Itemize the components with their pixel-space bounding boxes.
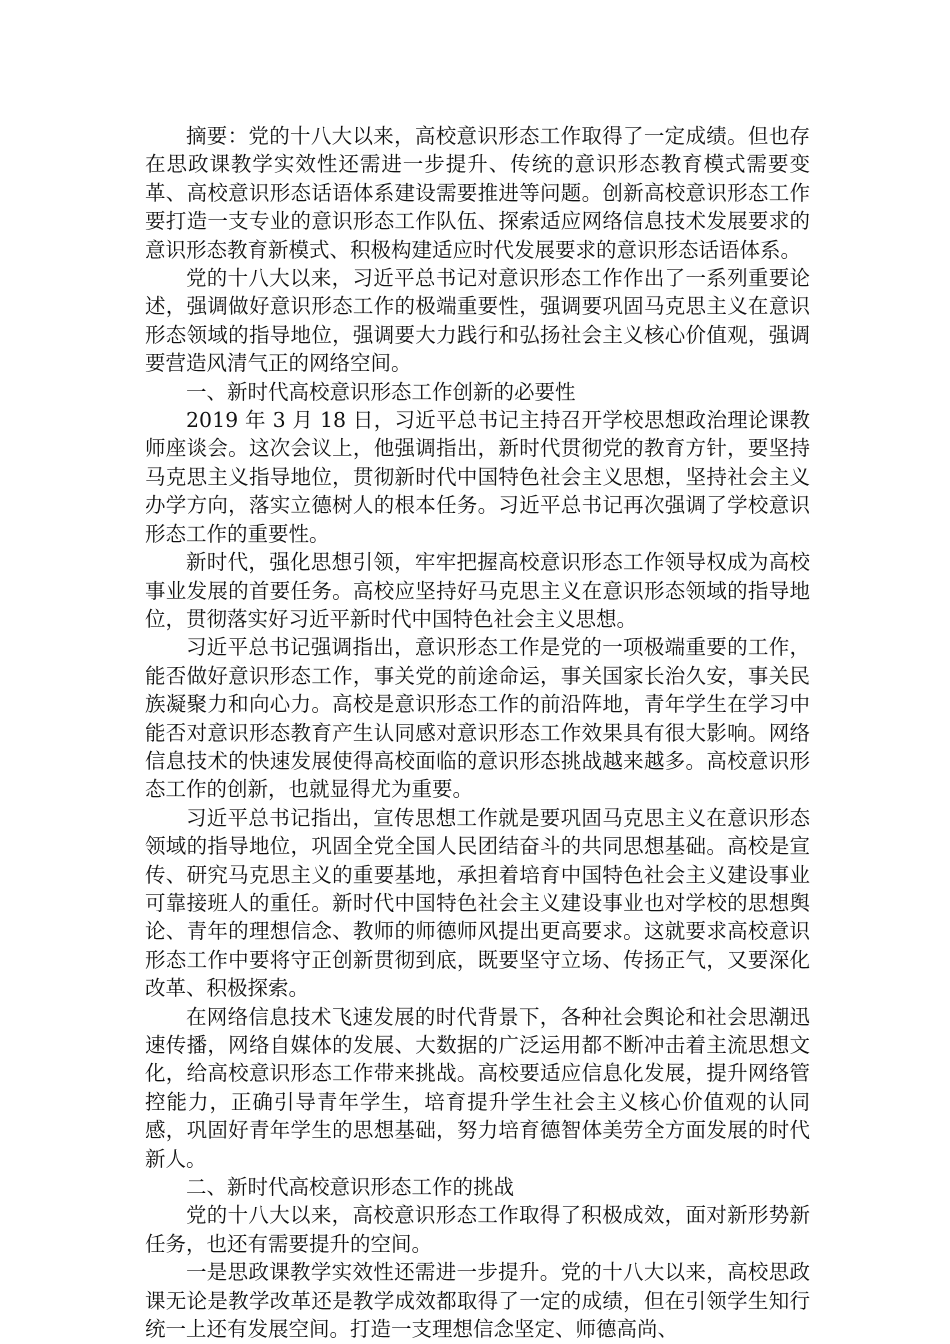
- section-heading-2: 二、新时代高校意识形态工作的挑战: [186, 1175, 514, 1200]
- body-paragraph: 在网络信息技术飞速发展的时代背景下，各种社会舆论和社会思潮迅速传播，网络自媒体的发展、大数据的广泛运用都不断冲击着主流思想文化，给高校意识形态工作带来挑战。高校要适应信息化发展，提升网络管控能力，正确引导青年学生，培育提升学生社会主义核心价值观的认同感，巩固好青年学生的思想基础，努力培育德智体美劳全方面发展的时代新人。: [145, 1004, 810, 1171]
- section-heading-1: 一、新时代高校意识形态工作创新的必要性: [186, 379, 576, 404]
- body-paragraph: 党的十八大以来，习近平总书记对意识形态工作作出了一系列重要论述，强调做好意识形态工作的极端重要性，强调要巩固马克思主义在意识形态领域的指导地位，强调要大力践行和弘扬社会主义核心价值观，强调要营造风清气正的网络空间。: [145, 266, 810, 376]
- body-paragraph: 2019 年 3 月 18 日，习近平总书记主持召开学校思想政治理论课教师座谈会。这次会议上，他强调指出，新时代贯彻党的教育方针，要坚持马克思主义指导地位，贯彻新时代中国特色社会主义思想，坚持社会主义办学方向，落实立德树人的根本任务。习近平总书记再次强调了学校意识形态工作的重要性。: [145, 408, 810, 546]
- body-paragraph: 一是思政课教学实效性还需进一步提升。党的十八大以来，高校思政课无论是教学改革还是教学成效都取得了一定的成绩，但在引领学生知行统一上还有发展空间。打造一支理想信念坚定、师德高尚、: [145, 1260, 810, 1342]
- body-paragraph: 新时代，强化思想引领，牢牢把握高校意识形态工作领导权成为高校事业发展的首要任务。高校应坚持好马克思主义在意识形态领域的指导地位，贯彻落实好习近平新时代中国特色社会主义思想。: [145, 550, 810, 631]
- body-paragraph: 习近平总书记指出，宣传思想工作就是要巩固马克思主义在意识形态领域的指导地位，巩固全党全国人民团结奋斗的共同思想基础。高校是宣传、研究马克思主义的重要基地，承担着培育中国特色社会主义建设事业可靠接班人的重任。新时代中国特色社会主义建设事业也对学校的思想舆论、青年的理想信念、教师的师德师风提出更高要求。这就要求高校意识形态工作中要将守正创新贯彻到底，既要坚守立场、传扬正气，又要深化改革、积极探索。: [145, 805, 810, 1001]
- document-body: [145, 122, 810, 1343]
- body-paragraph: 党的十八大以来，高校意识形态工作取得了积极成效，面对新形势新任务，也还有需要提升的空间。: [145, 1203, 810, 1256]
- body-paragraph: 习近平总书记强调指出，意识形态工作是党的一项极端重要的工作，能否做好意识形态工作，事关党的前途命运，事关国家长治久安，事关民族凝聚力和向心力。高校是意识形态工作的前沿阵地，青年学生在学习中能否对意识形态教育产生认同感对意识形态工作效果具有很大影响。网络信息技术的快速发展使得高校面临的意识形态挑战越来越多。高校意识形态工作的创新，也就显得尤为重要。: [145, 635, 810, 802]
- abstract-paragraph: 摘要：党的十八大以来，高校意识形态工作取得了一定成绩。但也存在思政课教学实效性还需进一步提升、传统的意识形态教育模式需要变革、高校意识形态话语体系建设需要推进等问题。创新高校意识形态工作要打造一支专业的意识形态工作队伍、探索适应网络信息技术发展要求的意识形态教育新模式、积极构建适应时代发展要求的意识形态话语体系。: [145, 124, 810, 262]
